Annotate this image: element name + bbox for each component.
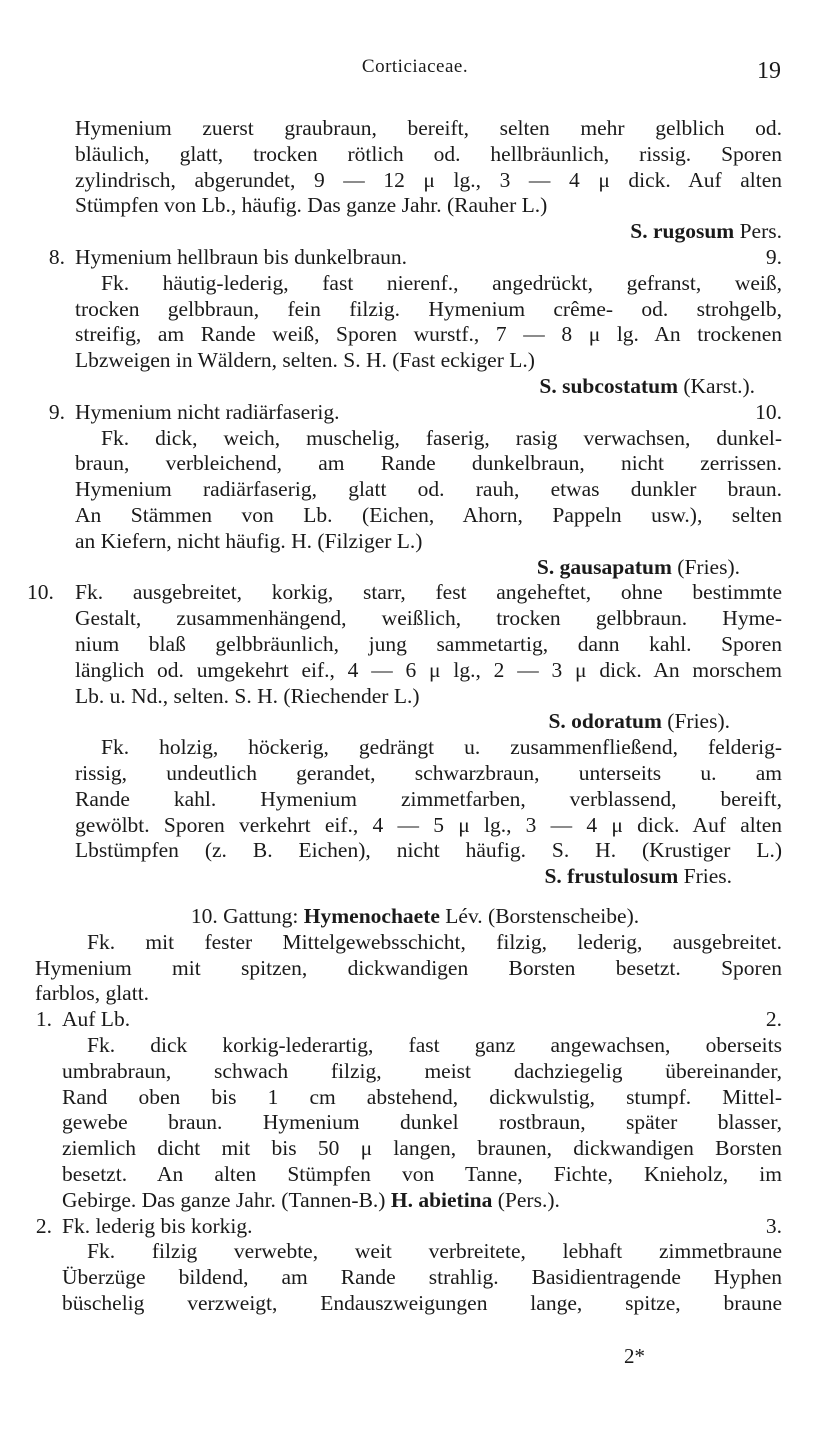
line-text: Hymenium hellbraun bis dunkelbraun. xyxy=(75,245,407,269)
line-text: Überzüge bildend, am Rande strahlig. Basidientragende Hyphen xyxy=(62,1265,782,1290)
line-text: Hymenium radiärfaserig, glatt od. rauh, etwas dunkler braun. xyxy=(75,477,782,502)
species-name: S. rugosum xyxy=(630,219,735,244)
text-line xyxy=(62,1058,782,1084)
line-text: gewölbt. Sporen verkehrt eif., 4 — 5 μ lg., 3 — 4 μ dick. Auf alten xyxy=(75,812,782,837)
text-line xyxy=(101,270,782,296)
line-text: Gebirge. Das ganze Jahr. (Tannen-B.) xyxy=(62,1187,391,1212)
key-number: 1. xyxy=(35,1007,52,1032)
line-text: länglich od. umgekehrt eif., 4 — 6 μ lg., 2 — 3 μ dick. An morschem xyxy=(75,657,782,682)
species-name: S. subcostatum xyxy=(539,374,678,398)
line-text: Fk. lederig bis korkig. xyxy=(62,1213,253,1238)
text-line xyxy=(62,1135,782,1161)
text-line xyxy=(75,657,782,683)
text-line xyxy=(27,579,782,605)
signature-mark: 2* xyxy=(624,1344,645,1368)
text-line xyxy=(75,786,782,812)
text-line xyxy=(75,373,782,399)
text-line xyxy=(75,141,782,167)
line-text: An Stämmen von Lb. (Eichen, Ahorn, Pappeln usw.), selten xyxy=(75,503,782,527)
text-line xyxy=(75,863,782,889)
line-text: streifig, am Rande weiß, Sporen wurstf., 7 — 8 μ lg. An trockenen xyxy=(75,322,782,347)
text-line xyxy=(35,1006,782,1032)
author-citation: Pers. xyxy=(734,219,782,244)
text-line xyxy=(75,502,782,528)
text-line xyxy=(75,760,782,786)
text-line xyxy=(0,903,830,929)
line-text: nium blaß gelbbräunlich, jung sammetartig, dann kahl. Sporen xyxy=(75,632,782,656)
line-text: Fk. filzig verwebte, weit verbreitete, lebhaft zimmetbraune xyxy=(87,1239,782,1264)
text-line xyxy=(101,425,782,451)
text-line xyxy=(87,929,782,955)
author-citation: (Fries). xyxy=(661,709,730,734)
line-text: Lbzweigen in Wäldern, selten. S. H. (Fast eckiger L.) xyxy=(75,348,535,373)
page-number: 19 xyxy=(757,58,781,84)
key-reference: 3. xyxy=(765,1213,782,1238)
key-reference: 2. xyxy=(765,1007,782,1032)
line-text: zylindrisch, abgerundet, 9 — 12 μ lg., 3 — 4 μ dick. Auf alten xyxy=(75,167,782,192)
key-reference: 9. xyxy=(765,245,782,269)
key-number: 9. xyxy=(48,399,65,424)
line-text: Lb. u. Nd., selten. S. H. (Riechender L.) xyxy=(75,683,420,708)
text-line xyxy=(35,980,782,1006)
text-line xyxy=(75,296,782,322)
key-reference: 10. xyxy=(755,399,782,424)
line-text: büschelig verzweigt, Endauszweigungen lange, spitze, braune xyxy=(62,1291,782,1315)
text-line xyxy=(75,218,782,244)
line-text: an Kiefern, nicht häufig. H. (Filziger L.) xyxy=(75,528,423,553)
author-citation: Lév. (Borstenscheibe). xyxy=(439,904,640,928)
line-text: Fk. dick korkig-lederartig, fast ganz angewachsen, oberseits xyxy=(87,1033,782,1057)
line-text: besetzt. An alten Stümpfen von Tanne, Fichte, Knieholz, im xyxy=(62,1162,782,1186)
species-name: S. frustulosum xyxy=(544,864,679,889)
species-name: H. abietina xyxy=(390,1187,493,1212)
key-number: 8. xyxy=(48,245,65,269)
line-text: Rand oben bis 1 cm abstehend, dickwulstig, stumpf. Mittel- xyxy=(62,1084,782,1109)
text-line xyxy=(75,708,782,734)
text-line xyxy=(48,399,782,425)
text-line xyxy=(75,812,782,838)
text-line xyxy=(75,528,782,554)
text-line xyxy=(87,1238,782,1264)
author-citation: Fries. xyxy=(678,864,732,889)
text-line xyxy=(35,1213,782,1239)
line-text: umbrabraun, schwach filzig, meist dachziegelig übereinander, xyxy=(62,1058,782,1083)
text-line xyxy=(75,321,782,347)
text-line xyxy=(75,837,782,863)
text-line xyxy=(75,115,782,141)
text-line xyxy=(35,955,782,981)
running-header: Corticiaceae. xyxy=(361,56,469,77)
text-line xyxy=(62,1187,782,1213)
genus-prefix: 10. Gattung: xyxy=(190,904,304,928)
line-text: trocken gelbbraun, fein filzig. Hymenium crême- od. strohgelb, xyxy=(75,296,782,321)
key-number: 10. xyxy=(27,580,54,605)
line-text: ziemlich dicht mit bis 50 μ langen, braunen, dickwandigen Borsten xyxy=(62,1136,782,1161)
line-text: Fk. ausgebreitet, korkig, starr, fest angeheftet, ohne bestimmte xyxy=(75,580,782,605)
text-line xyxy=(62,1084,782,1110)
text-line xyxy=(62,1290,782,1316)
genus-name: Hymenochaete xyxy=(303,904,440,928)
line-text: Fk. dick, weich, muschelig, faserig, rasig verwachsen, dunkel- xyxy=(101,425,782,450)
line-text: Fk. häutig-lederig, fast nierenf., angedrückt, gefranst, weiß, xyxy=(101,270,782,295)
line-text: Fk. mit fester Mittelgewebsschicht, filzig, lederig, ausgebreitet. xyxy=(87,929,782,954)
line-text: Hymenium zuerst graubraun, bereift, selten mehr gelblich od. xyxy=(75,116,782,140)
line-text: Hymenium nicht radiärfaserig. xyxy=(75,399,340,424)
author-citation: (Karst.). xyxy=(677,374,755,398)
line-text: bläulich, glatt, trocken rötlich od. hellbräunlich, rissig. Sporen xyxy=(75,141,782,166)
text-line xyxy=(48,244,782,270)
species-name: S. gausapatum xyxy=(536,554,672,579)
line-text: Stümpfen von Lb., häufig. Das ganze Jahr. (Rauher L.) xyxy=(75,193,548,218)
line-text: gewebe braun. Hymenium dunkel rostbraun, später blasser, xyxy=(62,1110,782,1135)
text-line xyxy=(62,1264,782,1290)
line-text: Lbstümpfen (z. B. Eichen), nicht häufig. S. H. (Krustiger L.) xyxy=(75,838,782,863)
text-line xyxy=(75,476,782,502)
text-line xyxy=(62,1161,782,1187)
text-line xyxy=(62,1109,782,1135)
line-text: rissig, undeutlich gerandet, schwarzbraun, unterseits u. am xyxy=(75,761,782,785)
line-text: Fk. holzig, höckerig, gedrängt u. zusammenfließend, felderig- xyxy=(101,735,782,760)
text-line xyxy=(87,1032,782,1058)
line-text: Auf Lb. xyxy=(62,1007,131,1032)
text-line xyxy=(101,734,782,760)
text-line xyxy=(75,167,782,193)
line-text: Gestalt, zusammenhängend, weißlich, trocken gelbbraun. Hyme- xyxy=(75,606,782,631)
key-number: 2. xyxy=(35,1213,52,1238)
text-line xyxy=(75,605,782,631)
text-line xyxy=(75,192,782,218)
line-text: braun, verbleichend, am Rande dunkelbraun, nicht zerrissen. xyxy=(75,451,782,476)
text-line xyxy=(75,347,782,373)
species-name: S. odoratum xyxy=(548,709,662,734)
author-citation: (Pers.). xyxy=(492,1187,560,1212)
line-text: farblos, glatt. xyxy=(35,981,150,1006)
line-text: Hymenium mit spitzen, dickwandigen Borsten besetzt. Sporen xyxy=(35,955,782,980)
text-line xyxy=(75,554,782,580)
text-line xyxy=(75,631,782,657)
author-citation: (Fries). xyxy=(671,554,740,579)
text-line xyxy=(75,683,782,709)
text-line xyxy=(75,450,782,476)
line-text: Rande kahl. Hymenium zimmetfarben, verblassend, bereift, xyxy=(75,786,782,811)
